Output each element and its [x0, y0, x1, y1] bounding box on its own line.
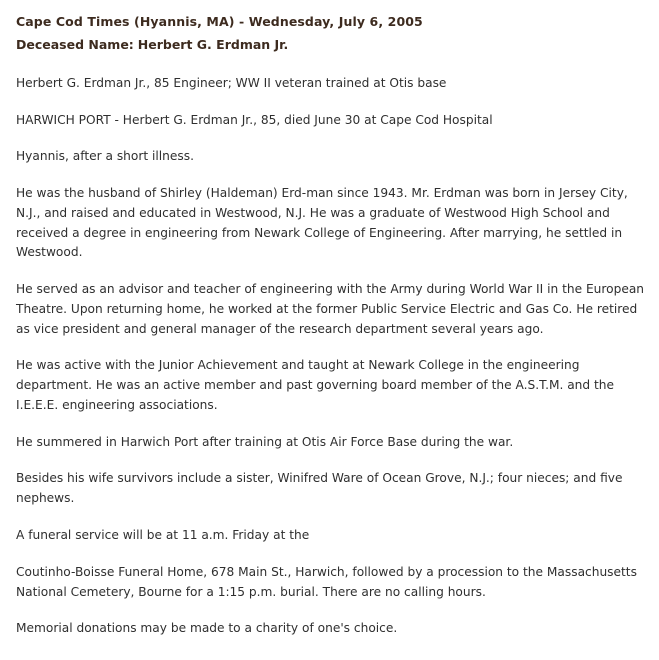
deceased-name-value: Herbert G. Erdman Jr. [137, 36, 289, 52]
paragraph: Coutinho-Boisse Funeral Home, 678 Main St., Harwich, followed by a procession to the Massachusetts National Cemetery, Bourne for a 1:15 p.m. burial. There are no calling hours. [16, 564, 637, 599]
paragraph: HARWICH PORT - Herbert G. Erdman Jr., 85, died June 30 at Cape Cod Hospital [16, 112, 493, 127]
paragraph: Memorial donations may be made to a charity of one's choice. [16, 621, 398, 636]
paragraph: He served as an advisor and teacher of engineering with the Army during World War II in the European Theatre. Upon returning home, he worked at the former Public Service Electric and Gas Co. He retired as vice president and general manager of the research department several years ago. [16, 282, 645, 336]
paragraph: He was the husband of Shirley (Haldeman) Erd-man since 1943. Mr. Erdman was born in Jersey City, N.J., and raised and educated in Westwood, N.J. He was a graduate of Westwood High School and received a degree in engineering from Newark College of Engineering. After marrying, he settled in Westwood. [16, 186, 628, 260]
deceased-name-label: Deceased Name: [16, 36, 134, 52]
paragraph: Hyannis, after a short illness. [16, 149, 194, 164]
paragraph: Herbert G. Erdman Jr., 85 Engineer; WW II veteran trained at Otis base [16, 75, 447, 90]
paragraph: A funeral service will be at 11 a.m. Friday at the [16, 528, 310, 542]
publication-headline: Cape Cod Times (Hyannis, MA) - Wednesday, July 6, 2005 [16, 14, 423, 29]
paragraph: He summered in Harwich Port after training at Otis Air Force Base during the war. [16, 434, 514, 449]
paragraph: Besides his wife survivors include a sister, Winifred Ware of Ocean Grove, N.J.; four nieces; and five nephews. [16, 471, 623, 506]
deceased-line [16, 37, 645, 54]
obituary-body [16, 74, 645, 639]
paragraph: He was active with the Junior Achievement and taught at Newark College in the engineering department. He was an active member and past governing board member of the A.S.T.M. and the I.E.E.E. engineering associations. [16, 358, 615, 412]
